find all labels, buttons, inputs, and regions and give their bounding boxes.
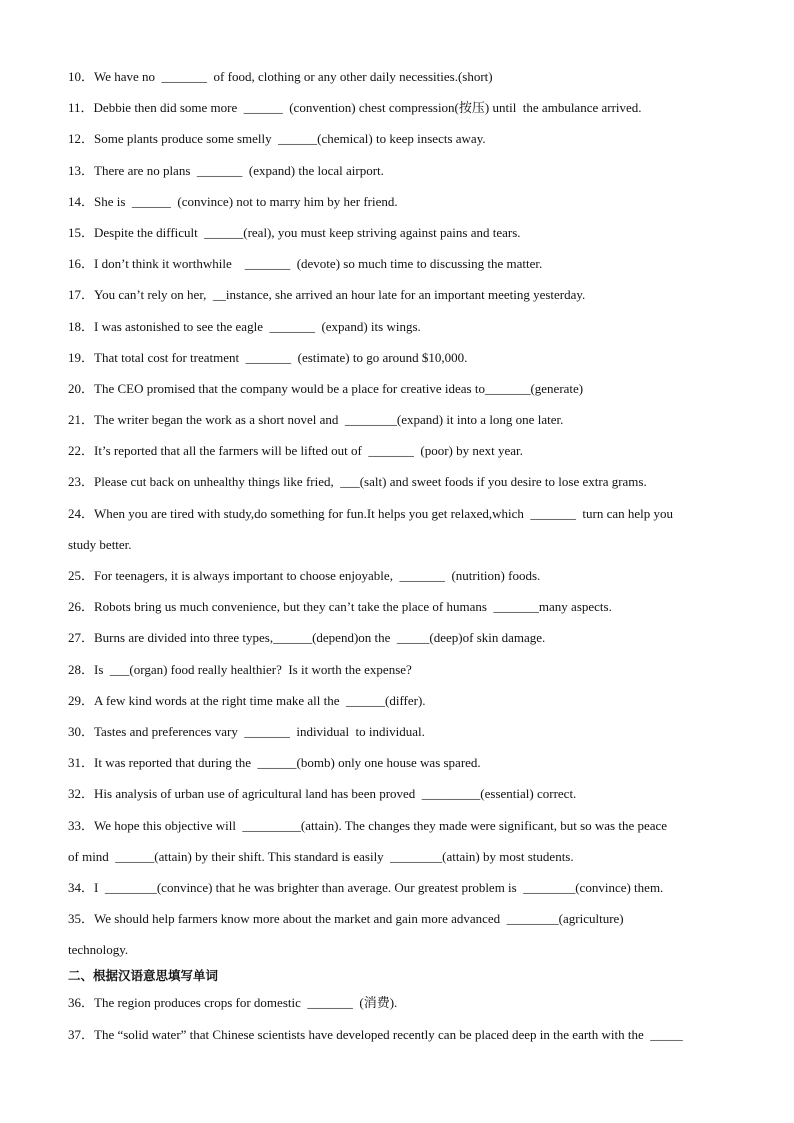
exercise-item	[68, 404, 728, 435]
item-number: 36．	[68, 995, 95, 1011]
item-text: When you are tired with study,do something for fun.It helps you get relaxed,which _______ turn can help you	[94, 505, 673, 521]
exercise-item	[68, 311, 728, 342]
item-text: That total cost for treatment _______ (estimate) to go around $10,000.	[94, 349, 468, 365]
item-number: 14．	[68, 193, 95, 209]
item-number: 30．	[68, 723, 95, 739]
item-text: Tastes and preferences vary _______ individual to individual.	[94, 723, 425, 739]
exercise-item	[68, 342, 728, 373]
item-text: A few kind words at the right time make all the ______(differ).	[94, 692, 426, 708]
item-number: 27．	[68, 630, 95, 646]
item-text: technology.	[68, 942, 129, 958]
item-text: His analysis of urban use of agricultural land has been proved _________(essential) correct.	[94, 786, 577, 802]
item-text: Some plants produce some smelly ______(chemical) to keep insects away.	[94, 131, 486, 147]
item-text: Is ___(organ) food really healthier? Is it worth the expense?	[94, 661, 412, 677]
item-text: You can’t rely on her, __instance, she arrived an hour late for an important meeting yesterday.	[94, 287, 586, 303]
item-text: The “solid water” that Chinese scientists have developed recently can be placed deep in the earth with the _____	[94, 1026, 683, 1042]
exercise-item	[68, 466, 728, 497]
item-number: 26．	[68, 599, 95, 615]
item-text: I don’t think it worthwhile _______ (devote) so much time to discussing the matter.	[94, 256, 543, 272]
item-text: We should help farmers know more about the market and gain more advanced ________(agriculture)	[94, 911, 624, 927]
item-text: I was astonished to see the eagle _______ (expand) its wings.	[94, 318, 421, 334]
exercise-item	[68, 903, 728, 934]
item-number: 17．	[68, 287, 95, 303]
item-text: Debbie then did some more ______ (convention) chest compression(按压) until the ambulance arrived.	[93, 100, 642, 116]
exercise-item	[68, 435, 728, 466]
item-text: Robots bring us much convenience, but they can’t take the place of humans _______many aspects.	[94, 599, 612, 615]
item-text: There are no plans _______ (expand) the local airport.	[94, 162, 384, 178]
item-text: She is ______ (convince) not to marry him by her friend.	[94, 193, 398, 209]
item-number: 32．	[68, 786, 95, 802]
item-number: 31．	[68, 755, 95, 771]
exercise-item	[68, 373, 728, 404]
item-text: Burns are divided into three types,______(depend)on the _____(deep)of skin damage.	[94, 630, 546, 646]
item-text: It’s reported that all the farmers will be lifted out of _______ (poor) by next year.	[94, 443, 523, 459]
item-number: 33．	[68, 817, 95, 833]
item-text: The CEO promised that the company would be a place for creative ideas to_______(generate)	[94, 380, 584, 396]
item-number: 25．	[68, 568, 95, 583]
exercise-item	[68, 654, 728, 685]
item-text: For teenagers, it is always important to choose enjoyable, _______ (nutrition) foods.	[94, 568, 541, 583]
item-text: We have no _______ of food, clothing or any other daily necessities.(short)	[94, 69, 493, 84]
exercise-item	[68, 778, 728, 809]
exercise-item	[68, 123, 728, 154]
item-text: The writer began the work as a short novel and ________(expand) it into a long one later.	[94, 412, 564, 428]
exercise-item	[68, 987, 728, 1018]
exercise-item	[68, 61, 728, 92]
exercise-item	[68, 716, 728, 747]
item-text: It was reported that during the ______(bomb) only one house was spared.	[94, 755, 481, 771]
exercise-item	[68, 186, 728, 217]
exercise-list-part-1	[68, 61, 728, 965]
item-number: 23．	[68, 474, 95, 490]
item-number: 19．	[68, 349, 95, 365]
item-text: Despite the difficult ______(real), you must keep striving against pains and tears.	[94, 224, 521, 240]
item-text: study better.	[68, 536, 132, 552]
exercise-item	[68, 685, 728, 716]
exercise-list-part-2	[68, 987, 728, 1049]
item-number: 29．	[68, 692, 95, 708]
item-number: 16．	[68, 256, 95, 272]
exercise-item-continuation	[68, 529, 728, 560]
exercise-item	[68, 872, 728, 903]
exercise-item	[68, 747, 728, 778]
section-heading: 二、根据汉语意思填写单词	[68, 968, 219, 984]
item-number: 24．	[68, 505, 95, 521]
item-number: 28．	[68, 661, 95, 677]
exercise-item	[68, 1019, 728, 1050]
item-number: 11．	[68, 100, 94, 116]
item-text: The region produces crops for domestic _______ (消费).	[94, 995, 398, 1011]
exercise-item	[68, 560, 728, 591]
exercise-item	[68, 498, 728, 529]
item-number: 15．	[68, 224, 95, 240]
item-text: I ________(convince) that he was brighter than average. Our greatest problem is ________(convince) them.	[94, 879, 664, 895]
item-number: 18．	[68, 318, 95, 334]
item-text: Please cut back on unhealthy things like fried, ___(salt) and sweet foods if you desire to lose extra grams.	[94, 474, 647, 490]
item-text: We hope this objective will _________(attain). The changes they made were significant, but so was the peace	[94, 817, 668, 833]
item-number: 21．	[68, 412, 95, 428]
item-number: 10．	[68, 69, 95, 84]
item-number: 20．	[68, 380, 95, 396]
exercise-item	[68, 92, 728, 123]
worksheet-page	[68, 61, 728, 1050]
item-number: 37．	[68, 1026, 95, 1042]
exercise-item	[68, 248, 728, 279]
item-number: 35．	[68, 911, 95, 927]
exercise-item	[68, 591, 728, 622]
exercise-item-continuation	[68, 934, 728, 965]
item-text: of mind ______(attain) by their shift. This standard is easily ________(attain) by most students.	[68, 848, 574, 864]
exercise-item-continuation	[68, 841, 728, 872]
exercise-item	[68, 279, 728, 310]
item-number: 12．	[68, 131, 95, 147]
exercise-item	[68, 622, 728, 653]
exercise-item	[68, 155, 728, 186]
item-number: 13．	[68, 162, 95, 178]
exercise-item	[68, 217, 728, 248]
exercise-item	[68, 810, 728, 841]
item-number: 34．	[68, 879, 95, 895]
item-number: 22．	[68, 443, 95, 459]
